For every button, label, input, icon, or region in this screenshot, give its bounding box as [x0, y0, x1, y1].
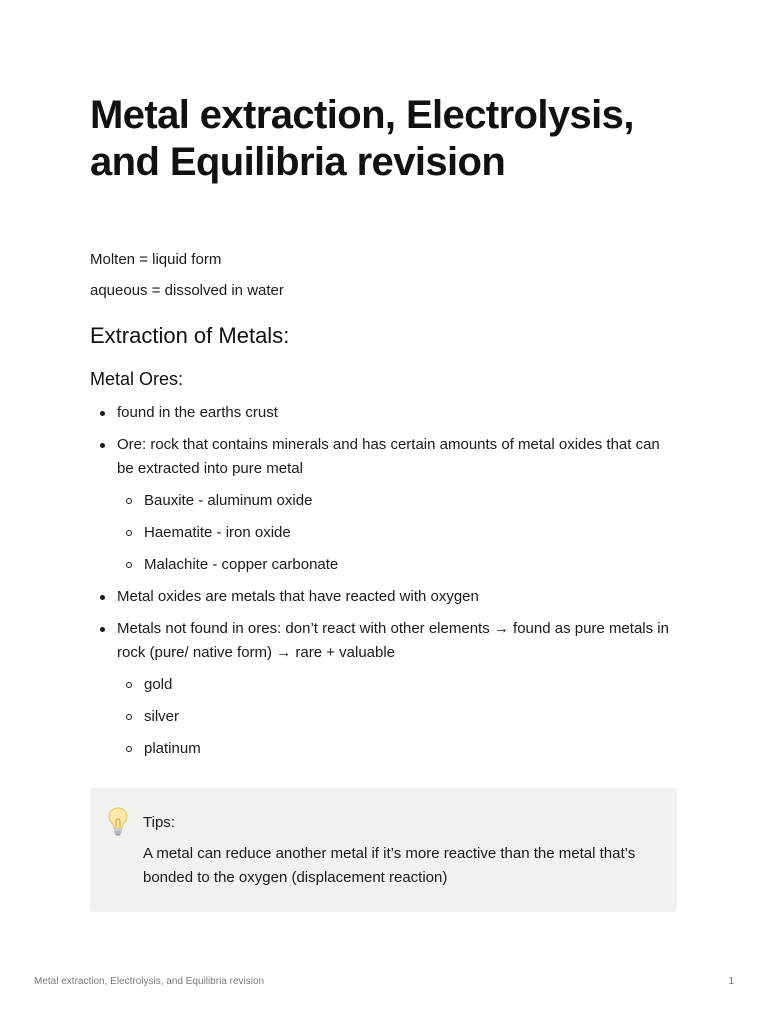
lightbulb-icon — [106, 806, 130, 838]
callout-body: A metal can reduce another metal if it’s more reactive than the metal that’s bonded to the oxygen (displacement reaction) — [143, 845, 636, 886]
list-item — [90, 433, 680, 577]
list-item — [90, 401, 680, 425]
sub-list-item — [117, 737, 680, 761]
bullet-dot — [100, 411, 105, 416]
sub-list-item-text: Haematite - iron oxide — [144, 524, 291, 541]
tips-callout — [90, 788, 677, 912]
footer-document-title: Metal extraction, Electrolysis, and Equilibria revision — [34, 976, 265, 987]
bullet-list — [90, 401, 680, 761]
sub-list-item — [117, 705, 680, 729]
bullet-circle — [126, 562, 132, 568]
sub-list-item-text: Bauxite - aluminum oxide — [144, 492, 313, 509]
definitions — [90, 251, 680, 300]
sub-list — [117, 489, 680, 577]
bullet-circle — [126, 530, 132, 536]
sub-list-item — [117, 553, 680, 577]
list-item-text: found in the earths crust — [117, 404, 278, 421]
bullet-dot — [100, 627, 105, 632]
list-item — [90, 585, 680, 609]
bullet-dot — [100, 595, 105, 600]
bullet-circle — [126, 746, 132, 752]
bullet-circle — [126, 714, 132, 720]
sub-list-item-text: platinum — [144, 740, 201, 757]
sub-list — [117, 673, 680, 761]
page-number: 1 — [728, 976, 734, 987]
definition-aqueous: aqueous = dissolved in water — [90, 282, 284, 299]
subsection-heading: Metal Ores: — [90, 369, 184, 389]
list-item-text: Ore: rock that contains minerals and has certain amounts of metal oxides that can be extracted into pure metal — [117, 436, 660, 477]
sub-list-item-text: Malachite - copper carbonate — [144, 556, 339, 573]
bullet-dot — [100, 443, 105, 448]
bullet-circle — [126, 682, 132, 688]
page-title: Metal extraction, Electrolysis, and Equilibria revision — [90, 93, 634, 184]
list-item-text: Metals not found in ores: don’t react with other elements → found as pure metals in rock (pure/ native form) → rare + valuable — [117, 620, 669, 661]
document-body — [90, 92, 680, 769]
sub-list-item-text: silver — [144, 708, 180, 725]
section-heading: Extraction of Metals: — [90, 323, 290, 348]
definition-molten: Molten = liquid form — [90, 251, 222, 268]
sub-list-item — [117, 489, 680, 513]
sub-list-item — [117, 673, 680, 697]
bullet-circle — [126, 498, 132, 504]
callout-title: Tips: — [143, 814, 175, 831]
sub-list-item — [117, 521, 680, 545]
list-item-text: Metal oxides are metals that have reacted with oxygen — [117, 588, 479, 605]
sub-list-item-text: gold — [144, 676, 173, 693]
list-item — [90, 617, 680, 761]
